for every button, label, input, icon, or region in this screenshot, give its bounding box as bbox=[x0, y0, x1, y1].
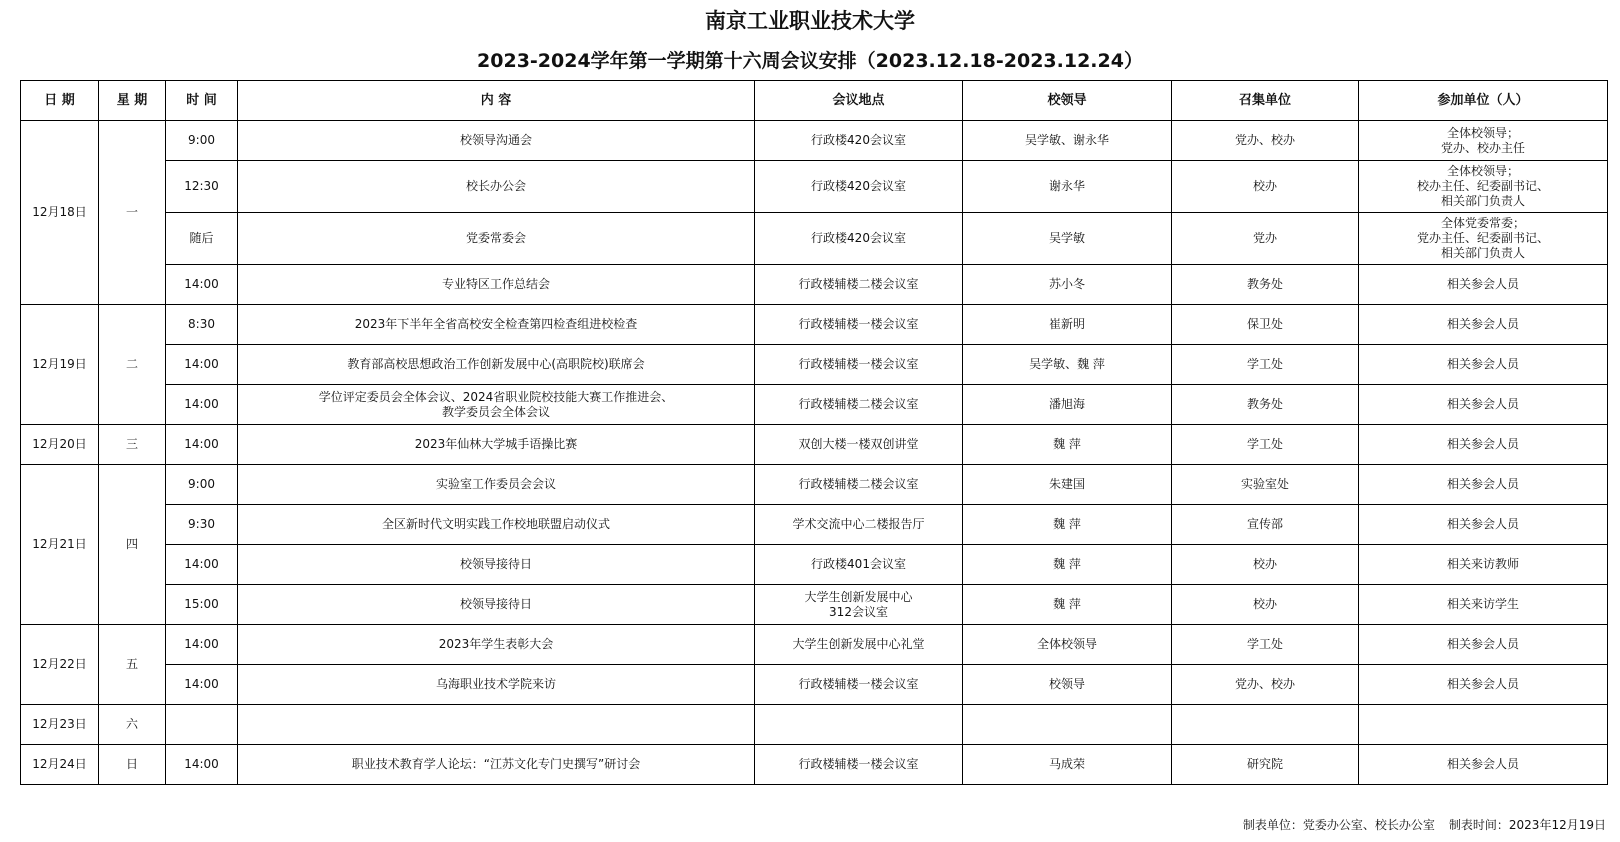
leader-cell: 魏 萍 bbox=[963, 505, 1172, 545]
leader-cell: 朱建国 bbox=[963, 465, 1172, 505]
participants-cell: 相关参会人员 bbox=[1359, 345, 1608, 385]
leader-cell: 魏 萍 bbox=[963, 545, 1172, 585]
leader-cell: 魏 萍 bbox=[963, 425, 1172, 465]
location-cell: 行政楼辅楼二楼会议室 bbox=[755, 265, 963, 305]
weekday-cell: 五 bbox=[99, 625, 166, 705]
leader-cell bbox=[963, 705, 1172, 745]
participants-cell: 全体党委常委； 党办主任、纪委副书记、 相关部门负责人 bbox=[1359, 213, 1608, 265]
leader-cell: 全体校领导 bbox=[963, 625, 1172, 665]
content-cell: 学位评定委员会全体会议、2024省职业院校技能大赛工作推进会、 教学委员会全体会议 bbox=[238, 385, 755, 425]
leader-cell: 崔新明 bbox=[963, 305, 1172, 345]
location-cell: 行政楼401会议室 bbox=[755, 545, 963, 585]
participants-cell: 相关参会人员 bbox=[1359, 745, 1608, 785]
leader-cell: 谢永华 bbox=[963, 161, 1172, 213]
page-title: 南京工业职业技术大学 bbox=[705, 9, 915, 33]
weekday-cell: 六 bbox=[99, 705, 166, 745]
date-cell: 12月18日 bbox=[21, 121, 99, 305]
meeting-schedule-table bbox=[20, 80, 1608, 785]
participants-cell bbox=[1359, 705, 1608, 745]
content-cell: 校长办公会 bbox=[238, 161, 755, 213]
content-cell bbox=[238, 705, 755, 745]
date-cell: 12月23日 bbox=[21, 705, 99, 745]
table-row bbox=[21, 545, 1608, 585]
weekday-cell: 一 bbox=[99, 121, 166, 305]
leader-cell: 吴学敏、谢永华 bbox=[963, 121, 1172, 161]
location-cell: 行政楼420会议室 bbox=[755, 213, 963, 265]
location-cell: 大学生创新发展中心礼堂 bbox=[755, 625, 963, 665]
leader-cell: 苏小冬 bbox=[963, 265, 1172, 305]
content-cell: 专业特区工作总结会 bbox=[238, 265, 755, 305]
table-row bbox=[21, 425, 1608, 465]
leader-cell: 潘旭海 bbox=[963, 385, 1172, 425]
participants-cell: 相关参会人员 bbox=[1359, 305, 1608, 345]
participants-cell: 相关参会人员 bbox=[1359, 505, 1608, 545]
time-cell: 14:00 bbox=[166, 425, 238, 465]
content-cell: 党委常委会 bbox=[238, 213, 755, 265]
header-location: 会议地点 bbox=[755, 81, 963, 121]
location-cell: 学术交流中心二楼报告厅 bbox=[755, 505, 963, 545]
time-cell: 12:30 bbox=[166, 161, 238, 213]
convener-cell: 研究院 bbox=[1172, 745, 1359, 785]
participants-cell: 全体校领导； 党办、校办主任 bbox=[1359, 121, 1608, 161]
location-cell: 行政楼辅楼二楼会议室 bbox=[755, 465, 963, 505]
leader-cell: 魏 萍 bbox=[963, 585, 1172, 625]
participants-cell: 相关参会人员 bbox=[1359, 385, 1608, 425]
participants-cell: 相关参会人员 bbox=[1359, 465, 1608, 505]
time-cell: 9:00 bbox=[166, 121, 238, 161]
time-cell: 8:30 bbox=[166, 305, 238, 345]
convener-cell: 党办 bbox=[1172, 213, 1359, 265]
weekday-cell: 日 bbox=[99, 745, 166, 785]
date-cell: 12月24日 bbox=[21, 745, 99, 785]
convener-cell: 保卫处 bbox=[1172, 305, 1359, 345]
header-date: 日 期 bbox=[21, 81, 99, 121]
date-cell: 12月19日 bbox=[21, 305, 99, 425]
time-cell: 14:00 bbox=[166, 625, 238, 665]
participants-cell: 相关参会人员 bbox=[1359, 425, 1608, 465]
header-weekday: 星 期 bbox=[99, 81, 166, 121]
convener-cell: 党办、校办 bbox=[1172, 665, 1359, 705]
content-cell: 2023年仙林大学城手语操比赛 bbox=[238, 425, 755, 465]
location-cell: 行政楼辅楼一楼会议室 bbox=[755, 665, 963, 705]
header-content: 内 容 bbox=[238, 81, 755, 121]
leader-cell: 马成荣 bbox=[963, 745, 1172, 785]
time-cell bbox=[166, 705, 238, 745]
time-cell: 14:00 bbox=[166, 345, 238, 385]
leader-cell: 吴学敏 bbox=[963, 213, 1172, 265]
table-row bbox=[21, 465, 1608, 505]
content-cell: 全区新时代文明实践工作校地联盟启动仪式 bbox=[238, 505, 755, 545]
participants-cell: 相关参会人员 bbox=[1359, 625, 1608, 665]
convener-cell: 教务处 bbox=[1172, 385, 1359, 425]
convener-cell: 党办、校办 bbox=[1172, 121, 1359, 161]
page-subtitle: 2023-2024学年第一学期第十六周会议安排（2023.12.18-2023.12.24） bbox=[477, 50, 1143, 72]
convener-cell: 学工处 bbox=[1172, 425, 1359, 465]
table-row bbox=[21, 213, 1608, 265]
content-cell: 职业技术教育学人论坛：“江苏文化专门史撰写”研讨会 bbox=[238, 745, 755, 785]
leader-cell: 校领导 bbox=[963, 665, 1172, 705]
weekday-cell: 二 bbox=[99, 305, 166, 425]
content-cell: 2023年下半年全省高校安全检查第四检查组进校检查 bbox=[238, 305, 755, 345]
location-cell: 大学生创新发展中心 312会议室 bbox=[755, 585, 963, 625]
content-cell: 实验室工作委员会会议 bbox=[238, 465, 755, 505]
convener-cell: 学工处 bbox=[1172, 345, 1359, 385]
location-cell: 行政楼辅楼二楼会议室 bbox=[755, 385, 963, 425]
table-row bbox=[21, 385, 1608, 425]
date-cell: 12月21日 bbox=[21, 465, 99, 625]
convener-cell: 校办 bbox=[1172, 161, 1359, 213]
content-cell: 校领导沟通会 bbox=[238, 121, 755, 161]
date-cell: 12月20日 bbox=[21, 425, 99, 465]
convener-cell: 实验室处 bbox=[1172, 465, 1359, 505]
location-cell: 双创大楼一楼双创讲堂 bbox=[755, 425, 963, 465]
header-leader: 校领导 bbox=[963, 81, 1172, 121]
participants-cell: 相关来访教师 bbox=[1359, 545, 1608, 585]
location-cell: 行政楼辅楼一楼会议室 bbox=[755, 745, 963, 785]
time-cell: 15:00 bbox=[166, 585, 238, 625]
convener-cell: 教务处 bbox=[1172, 265, 1359, 305]
table-row bbox=[21, 585, 1608, 625]
content-cell: 校领导接待日 bbox=[238, 545, 755, 585]
content-cell: 教育部高校思想政治工作创新发展中心(高职院校)联席会 bbox=[238, 345, 755, 385]
content-cell: 校领导接待日 bbox=[238, 585, 755, 625]
table-row bbox=[21, 625, 1608, 665]
location-cell: 行政楼420会议室 bbox=[755, 161, 963, 213]
location-cell: 行政楼辅楼一楼会议室 bbox=[755, 345, 963, 385]
time-cell: 14:00 bbox=[166, 385, 238, 425]
time-cell: 14:00 bbox=[166, 745, 238, 785]
table-row bbox=[21, 161, 1608, 213]
leader-cell: 吴学敏、魏 萍 bbox=[963, 345, 1172, 385]
header-row bbox=[21, 81, 1608, 121]
convener-cell: 校办 bbox=[1172, 545, 1359, 585]
table-row bbox=[21, 121, 1608, 161]
header-time: 时 间 bbox=[166, 81, 238, 121]
content-cell: 乌海职业技术学院来访 bbox=[238, 665, 755, 705]
location-cell bbox=[755, 705, 963, 745]
weekday-cell: 四 bbox=[99, 465, 166, 625]
table-row bbox=[21, 305, 1608, 345]
table-row bbox=[21, 265, 1608, 305]
made-time: 制表时间：2023年12月19日 bbox=[1448, 818, 1606, 832]
convener-cell bbox=[1172, 705, 1359, 745]
time-cell: 14:00 bbox=[166, 545, 238, 585]
time-cell: 9:00 bbox=[166, 465, 238, 505]
location-cell: 行政楼辅楼一楼会议室 bbox=[755, 305, 963, 345]
time-cell: 随后 bbox=[166, 213, 238, 265]
header-participants: 参加单位（人） bbox=[1359, 81, 1608, 121]
header-convener: 召集单位 bbox=[1172, 81, 1359, 121]
table-row bbox=[21, 745, 1608, 785]
weekday-cell: 三 bbox=[99, 425, 166, 465]
location-cell: 行政楼420会议室 bbox=[755, 121, 963, 161]
participants-cell: 相关来访学生 bbox=[1359, 585, 1608, 625]
maker-unit: 制表单位：党委办公室、校长办公室 bbox=[1242, 818, 1435, 832]
table-row bbox=[21, 665, 1608, 705]
time-cell: 14:00 bbox=[166, 265, 238, 305]
content-cell: 2023年学生表彰大会 bbox=[238, 625, 755, 665]
table-footer bbox=[1243, 816, 1606, 834]
participants-cell: 相关参会人员 bbox=[1359, 665, 1608, 705]
convener-cell: 学工处 bbox=[1172, 625, 1359, 665]
table-row bbox=[21, 345, 1608, 385]
convener-cell: 宣传部 bbox=[1172, 505, 1359, 545]
time-cell: 14:00 bbox=[166, 665, 238, 705]
table-row bbox=[21, 505, 1608, 545]
participants-cell: 相关参会人员 bbox=[1359, 265, 1608, 305]
participants-cell: 全体校领导； 校办主任、纪委副书记、 相关部门负责人 bbox=[1359, 161, 1608, 213]
convener-cell: 校办 bbox=[1172, 585, 1359, 625]
time-cell: 9:30 bbox=[166, 505, 238, 545]
date-cell: 12月22日 bbox=[21, 625, 99, 705]
table-row bbox=[21, 705, 1608, 745]
